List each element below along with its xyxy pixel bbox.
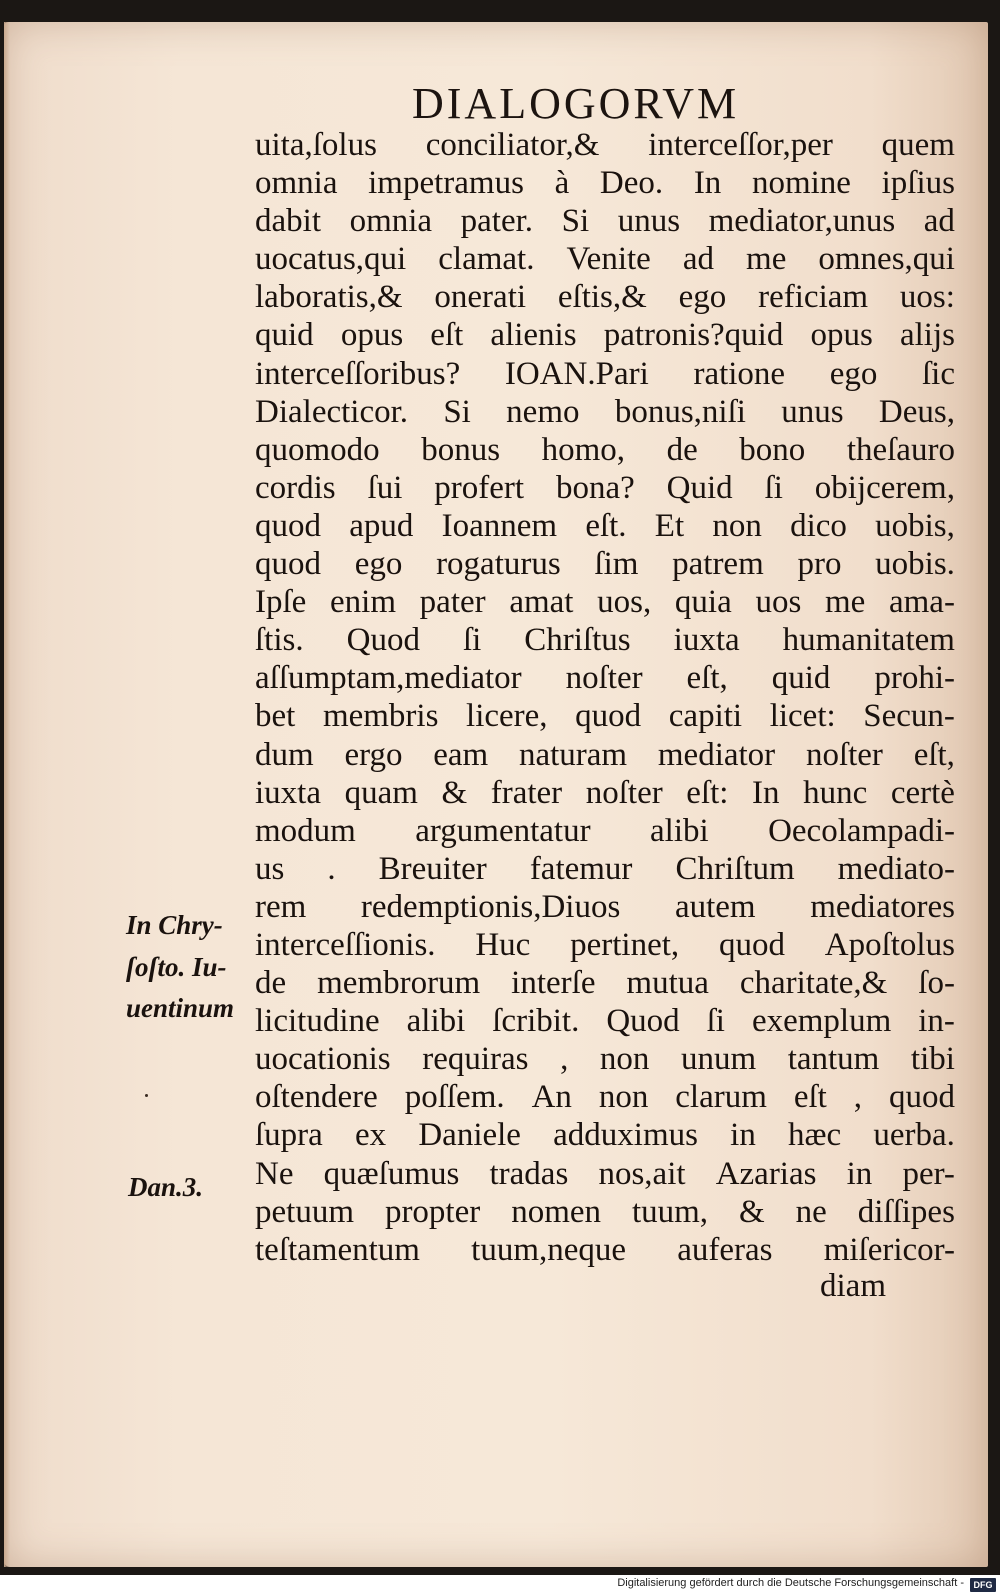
text-line: cordis ſui profert bona? Quid ſi obijcerem, bbox=[255, 469, 955, 506]
text-line: interceſſionis. Huc pertinet, quod Apoſtolus bbox=[255, 926, 955, 963]
text-line: Dialecticor. Si nemo bonus,niſi unus Deus, bbox=[255, 393, 955, 430]
text-line: interceſſoribus? IOAN.Pari ratione ego ſic bbox=[255, 355, 955, 392]
text-line: modum argumentatur alibi Oecolampadi- bbox=[255, 812, 955, 849]
text-line: ſtis. Quod ſi Chriſtus iuxta humanitatem bbox=[255, 622, 955, 659]
dfg-logo: DFG bbox=[970, 1578, 996, 1592]
text-line: petuum propter nomen tuum, & ne diſſipes bbox=[255, 1193, 955, 1230]
text-line: quid opus eſt alienis patronis?quid opus alijs bbox=[255, 317, 955, 354]
text-line: uocationis requiras , non unum tantum tibi bbox=[255, 1041, 955, 1078]
text-line: dabit omnia pater. Si unus mediator,unus ad bbox=[255, 203, 955, 240]
text-line: rem redemptionis,Diuos autem mediatores bbox=[255, 888, 955, 925]
running-head: DIALOGORVM bbox=[412, 79, 740, 128]
text-line: omnia impetramus à Deo. In nomine ipſius bbox=[255, 165, 955, 202]
text-line: quomodo bonus homo, de bono theſauro bbox=[255, 431, 955, 468]
margin-note-uentinum: uentinum bbox=[126, 993, 235, 1023]
text-line: teſtamentum tuum,neque auferas miſericor- bbox=[255, 1231, 955, 1268]
text-line: bet membris licere, quod capiti licet: Secun- bbox=[255, 698, 955, 735]
text-line: de membrorum interſe mutua charitate,& ſo- bbox=[255, 965, 955, 1002]
text-line: dum ergo eam naturam mediator noſter eſt, bbox=[255, 736, 955, 773]
page-edge-shadow bbox=[4, 22, 10, 1567]
text-line: uita,ſolus conciliator,& interceſſor,per quem bbox=[255, 127, 955, 163]
margin-note-dan: Dan.3. bbox=[128, 1172, 204, 1202]
text-line: quod ego rogaturus ſim patrem pro uobis. bbox=[255, 546, 955, 583]
text-line: oſtendere poſſem. An non clarum eſt , quod bbox=[255, 1079, 955, 1116]
text-line: Ne quæſumus tradas nos,ait Azarias in per- bbox=[255, 1155, 955, 1192]
ink-dot bbox=[145, 1094, 148, 1097]
footer-bar bbox=[0, 1575, 1000, 1596]
text-line: quod apud Ioannem eſt. Et non dico uobis, bbox=[255, 507, 955, 544]
text-line: us . Breuiter fatemur Chriſtum mediato- bbox=[255, 850, 955, 887]
text-line: aſſumptam,mediator noſter eſt, quid prohi- bbox=[255, 660, 955, 697]
text-line: iuxta quam & frater noſter eſt: In hunc certè bbox=[255, 774, 955, 811]
text-line: ſupra ex Daniele adduximus in hæc uerba. bbox=[255, 1117, 955, 1154]
catchword: diam bbox=[820, 1268, 886, 1304]
margin-note-in-chry: In Chry- bbox=[126, 910, 223, 940]
text-line: licitudine alibi ſcribit. Quod ſi exemplum in- bbox=[255, 1003, 955, 1040]
text-line: Ipſe enim pater amat uos, quia uos me ama- bbox=[255, 584, 955, 621]
funding-credit: Digitalisierung gefördert durch die Deutsche Forschungsgemeinschaft - bbox=[617, 1577, 964, 1589]
text-line: uocatus,qui clamat. Venite ad me omnes,qui bbox=[255, 241, 955, 278]
body-text bbox=[255, 126, 955, 1269]
text-line: laboratis,& onerati eſtis,& ego reficiam uos: bbox=[255, 279, 955, 316]
margin-note-sosto-iu: ſoſto. Iu- bbox=[126, 952, 227, 982]
